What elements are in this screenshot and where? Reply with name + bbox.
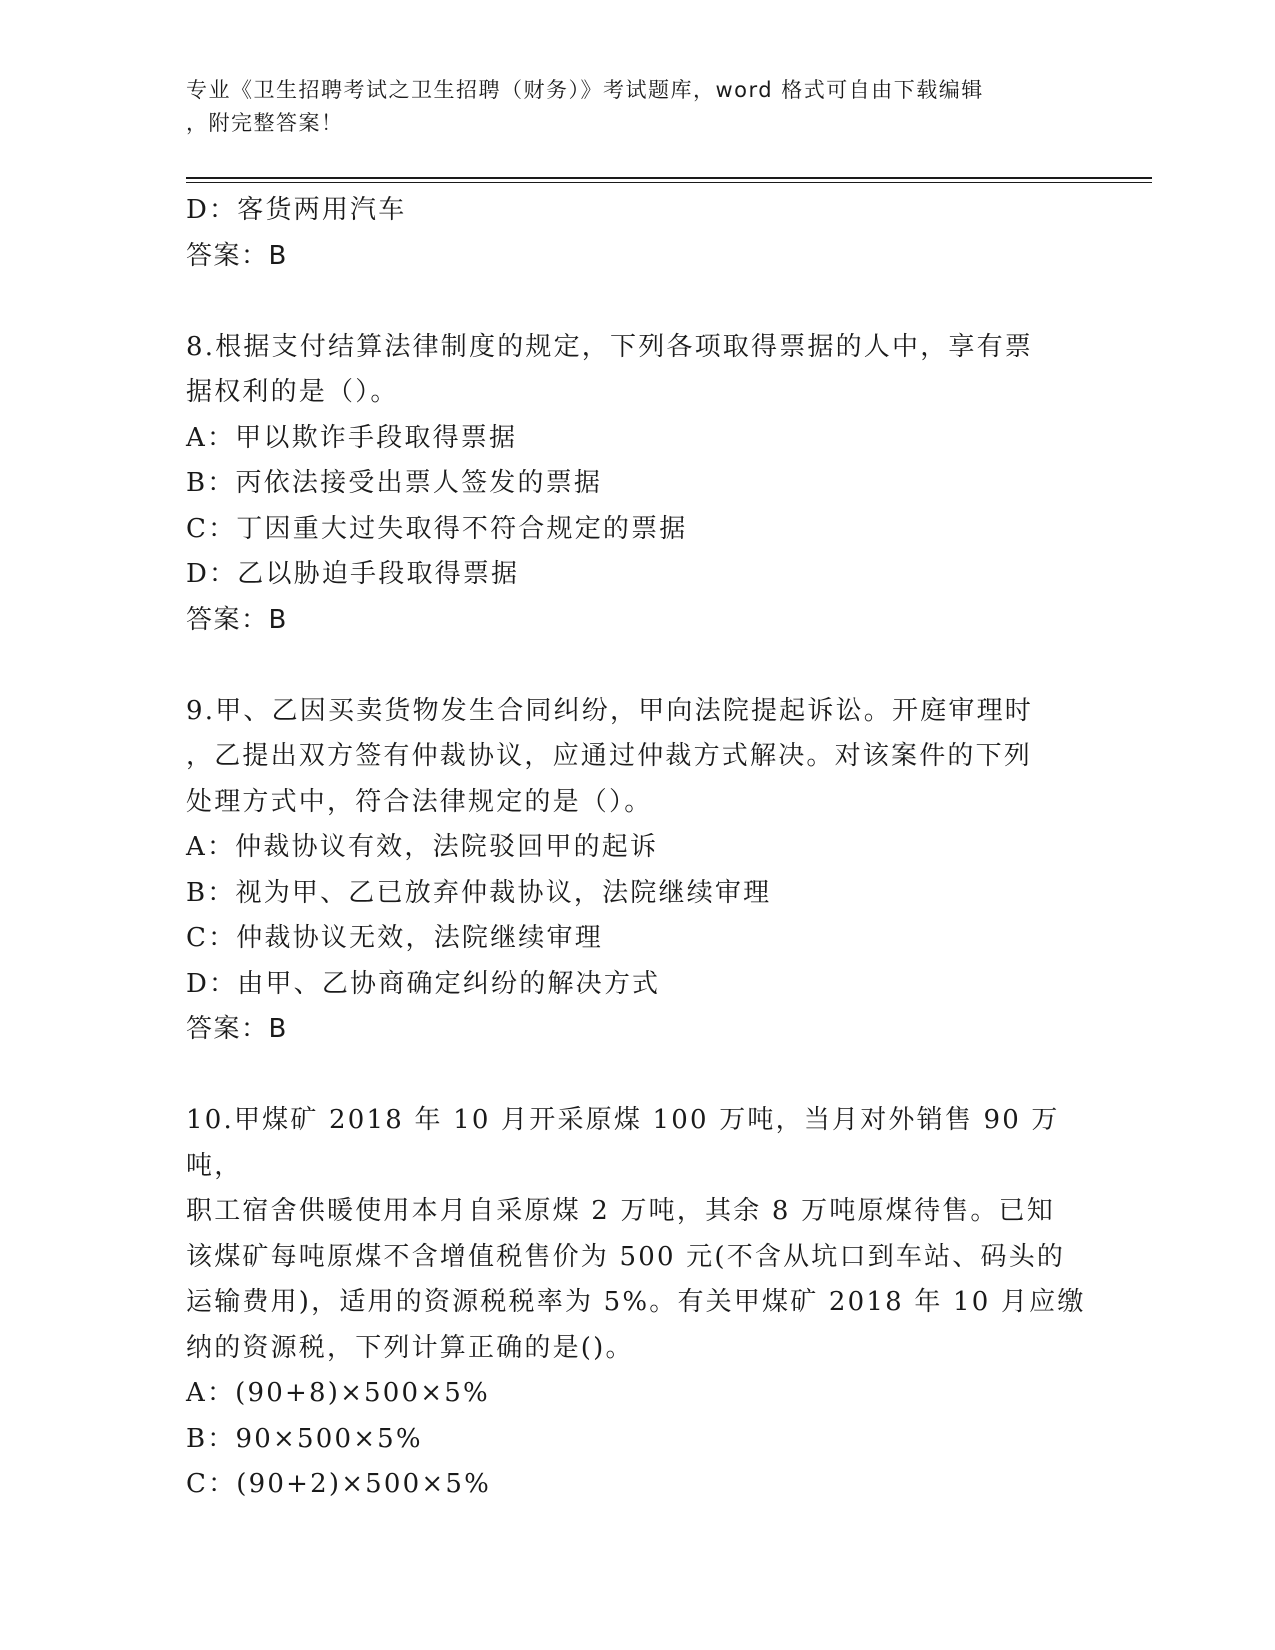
question-8 xyxy=(186,325,1086,644)
question-9 xyxy=(186,689,1086,1053)
header-line-2: ，附完整答案！ xyxy=(186,111,344,135)
question-stem: 运输费用)，适用的资源税税率为 5%。有关甲煤矿 2018 年 10 月应缴 xyxy=(186,1287,1086,1317)
document-header xyxy=(186,74,1066,140)
spacer xyxy=(186,1053,1086,1099)
option-c: C：仲裁协议无效，法院继续审理 xyxy=(186,923,603,953)
question-stem: ，乙提出双方签有仲裁协议，应通过仲裁方式解决。对该案件的下列 xyxy=(186,741,1033,771)
option-d: D：客货两用汽车 xyxy=(186,195,407,225)
question-stem: 据权利的是（）。 xyxy=(186,377,399,407)
option-a: A：仲裁协议有效，法院驳回甲的起诉 xyxy=(186,832,659,862)
option-d: D：由甲、乙协商确定纠纷的解决方式 xyxy=(186,968,661,999)
option-a: A：(90+8)×500×5% xyxy=(186,1378,490,1408)
option-a: A：甲以欺诈手段取得票据 xyxy=(186,422,518,453)
question-stem: 该煤矿每吨原煤不含增值税售价为 500 元(不含从坑口到车站、码头的 xyxy=(186,1241,1066,1272)
answer-line: 答案：B xyxy=(186,604,288,635)
question-stem: 8.根据支付结算法律制度的规定，下列各项取得票据的人中，享有票 xyxy=(186,331,1034,362)
prev-question-tail xyxy=(186,188,1086,279)
answer-line: 答案：B xyxy=(186,240,288,271)
header-line-1: 专业《卫生招聘考试之卫生招聘（财务）》考试题库，word 格式可自由下载编辑 xyxy=(186,78,984,102)
answer-line: 答案：B xyxy=(186,1014,288,1044)
question-stem: 9.甲、乙因买卖货物发生合同纠纷，甲向法院提起诉讼。开庭审理时 xyxy=(186,695,1034,726)
header-rule-thin xyxy=(186,182,1152,183)
option-c: C：(90+2)×500×5% xyxy=(186,1469,492,1499)
option-b: B：视为甲、乙已放弃仲裁协议，法院继续审理 xyxy=(186,877,772,908)
option-d: D：乙以胁迫手段取得票据 xyxy=(186,559,520,589)
option-c: C：丁因重大过失取得不符合规定的票据 xyxy=(186,513,688,544)
question-stem: 职工宿舍供暖使用本月自采原煤 2 万吨，其余 8 万吨原煤待售。已知 xyxy=(186,1196,1055,1226)
spacer xyxy=(186,279,1086,325)
option-b: B：90×500×5% xyxy=(186,1423,423,1454)
spacer xyxy=(186,643,1086,689)
question-stem: 纳的资源税，下列计算正确的是()。 xyxy=(186,1332,634,1363)
question-content xyxy=(186,188,1086,1508)
question-stem: 处理方式中，符合法律规定的是（）。 xyxy=(186,786,653,817)
option-b: B：丙依法接受出票人签发的票据 xyxy=(186,468,603,498)
question-10 xyxy=(186,1098,1086,1508)
header-rule-thick xyxy=(186,177,1152,179)
question-stem: 10.甲煤矿 2018 年 10 月开采原煤 100 万吨，当月对外销售 90 万吨， xyxy=(186,1105,1060,1181)
